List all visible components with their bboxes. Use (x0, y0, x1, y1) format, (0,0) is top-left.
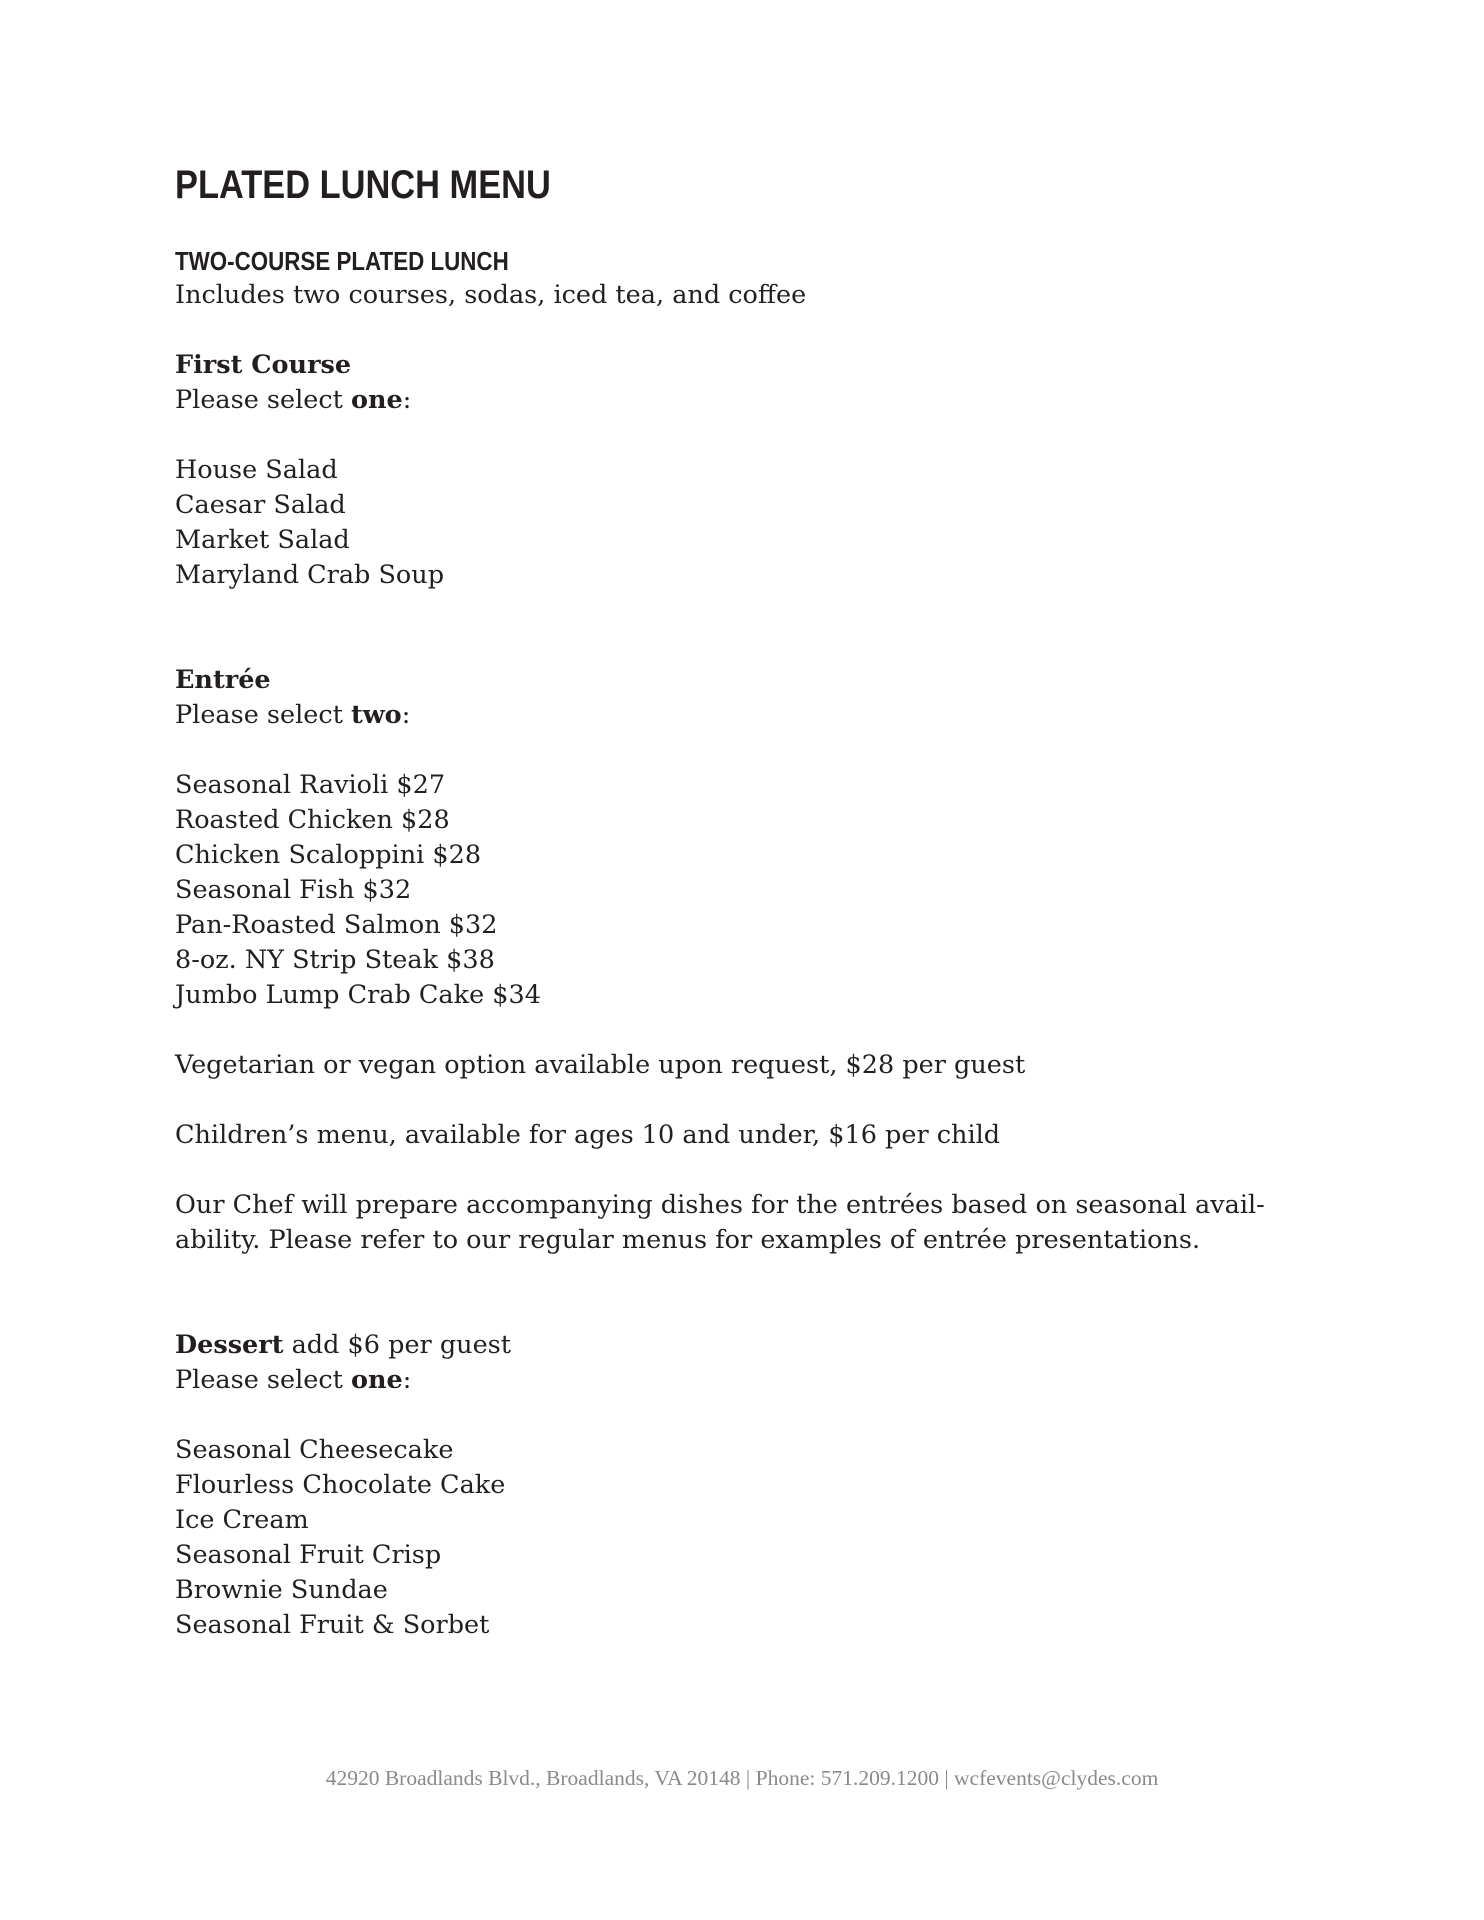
list-item: Roasted Chicken $28 (175, 805, 450, 835)
list-item: Caesar Salad (175, 490, 346, 520)
dessert-heading: Dessert (175, 1330, 284, 1360)
instruction-prefix: Please select (175, 385, 351, 415)
list-item: Jumbo Lump Crab Cake $34 (175, 980, 541, 1010)
list-item: Chicken Scaloppini $28 (175, 840, 482, 870)
instruction-suffix: : (401, 700, 411, 730)
list-item: 8-oz. NY Strip Steak $38 (175, 945, 495, 975)
vegetarian-note: Vegetarian or vegan option available upon request, $28 per guest (175, 1050, 1026, 1080)
list-item: Seasonal Fish $32 (175, 875, 412, 905)
instruction-count: one (350, 385, 403, 415)
entree-heading: Entrée (175, 665, 271, 695)
instruction-prefix: Please select (175, 700, 351, 730)
menu-page (175, 160, 1315, 1643)
first-course-instruction (175, 383, 1315, 418)
instruction-suffix: : (402, 385, 412, 415)
intro-text: Includes two courses, sodas, iced tea, and coffee (175, 280, 807, 310)
list-item: Seasonal Ravioli $27 (175, 770, 446, 800)
footer-contact: 42920 Broadlands Blvd., Broadlands, VA 20148 | Phone: 571.209.1200 | wcfevents@clydes.com (325, 1766, 1159, 1790)
dessert-heading-line (175, 1328, 1315, 1363)
entree-instruction (175, 698, 1315, 733)
list-item: Maryland Crab Soup (175, 560, 445, 590)
list-item: Seasonal Fruit Crisp (175, 1540, 442, 1570)
list-item: Market Salad (175, 525, 350, 555)
instruction-count: one (350, 1365, 403, 1395)
dessert-instruction (175, 1363, 1315, 1398)
list-item: House Salad (175, 455, 338, 485)
chef-note-line-1: Our Chef will prepare accompanying dishes for the entrées based on seasonal avail- (175, 1190, 1265, 1220)
dessert-price-note: add $6 per guest (283, 1330, 511, 1360)
section-subtitle: TWO-COURSE PLATED LUNCH (175, 246, 509, 276)
instruction-prefix: Please select (175, 1365, 351, 1395)
instruction-count: two (350, 700, 402, 730)
instruction-suffix: : (402, 1365, 412, 1395)
list-item: Ice Cream (175, 1505, 309, 1535)
chef-note-line-2: ability. Please refer to our regular menus for examples of entrée presentations. (175, 1225, 1201, 1255)
children-note: Children’s menu, available for ages 10 and under, $16 per child (175, 1120, 1001, 1150)
list-item: Pan-Roasted Salmon $32 (175, 910, 498, 940)
first-course-heading: First Course (175, 350, 352, 380)
list-item: Seasonal Cheesecake (175, 1435, 454, 1465)
list-item: Brownie Sundae (175, 1575, 388, 1605)
list-item: Flourless Chocolate Cake (175, 1470, 506, 1500)
list-item: Seasonal Fruit & Sorbet (175, 1610, 490, 1640)
page-title: PLATED LUNCH MENU (175, 163, 551, 207)
